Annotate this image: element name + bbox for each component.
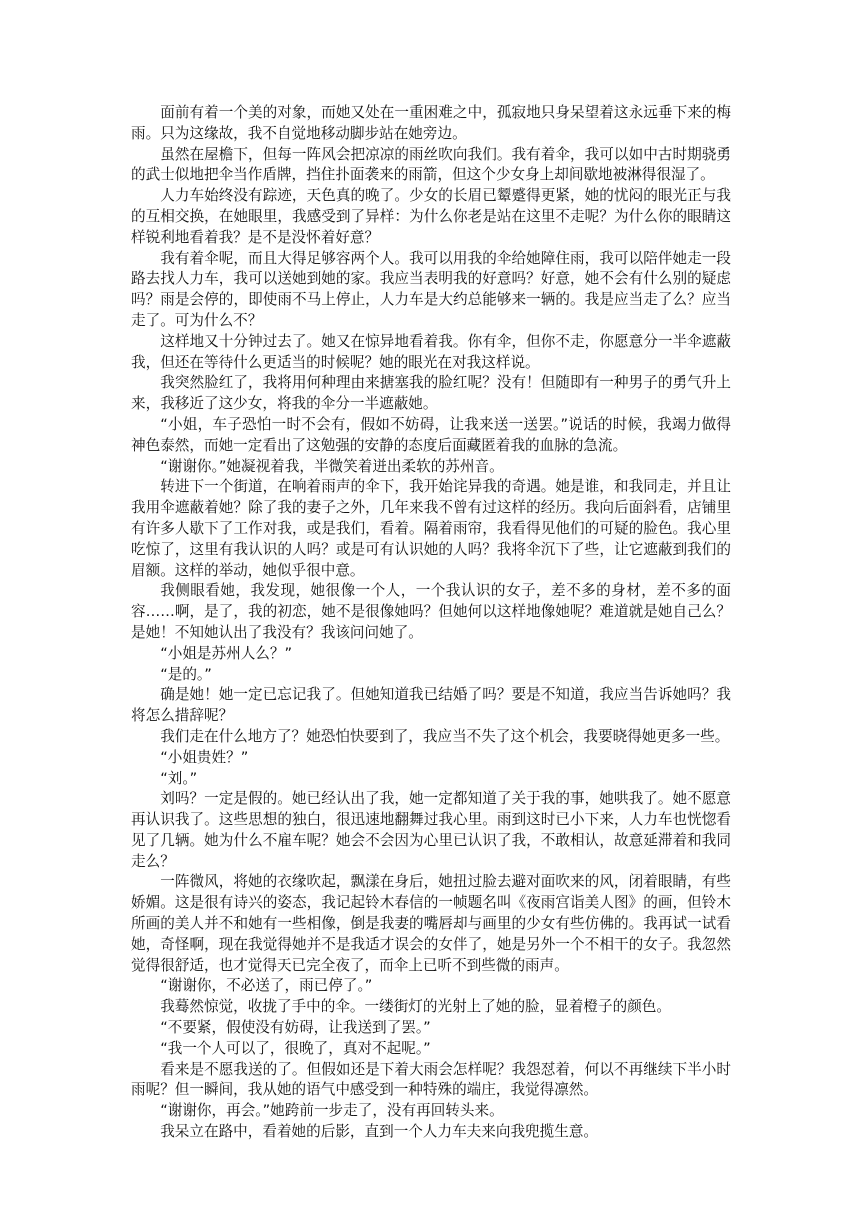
paragraph: 确是她！她一定已忘记我了。但她知道我已结婚了吗？要是不知道，我应当告诉她吗？我将怎么措辞呢？ [131,686,731,725]
paragraph: “小姐，车子恐怕一时不会有，假如不妨碍，让我来送一送罢。”说话的时候，我竭力做得神色泰然，而她一定看出了这勉强的安静的态度后面藏匿着我的血脉的急流。 [131,415,731,454]
paragraph: “小姐贵姓？” [160,748,249,766]
paragraph: “谢谢你，再会。”她跨前一步走了，没有再回转头来。 [160,1102,504,1120]
paragraph: “我一个人可以了，很晚了，真对不起呢。” [160,1039,431,1057]
paragraph: 我们走在什么地方了？她恐怕快要到了，我应当不失了这个机会，我要晓得她更多一些。 [160,727,730,745]
paragraph: “谢谢你，不必送了，雨已停了。” [160,977,373,995]
paragraph: 我蓦然惊觉，收拢了手中的伞。一缕街灯的光射上了她的脸，显着橙子的颜色。 [160,998,671,1016]
paragraph: 一阵微风，将她的衣缘吹起，飘漾在身后，她扭过脸去避对面吹来的风，闭着眼睛，有些娇媚。这是很有诗兴的姿态，我记起铃木春信的一帧题名叫《夜雨宫诣美人图》的画，但铃木所画的美人并不和她有一些相像，倒是我妻的嘴唇却与画里的少女有些仿佛的。我再试一试看她，奇怪啊，现在我觉得她并不是我适才误会的女伴了，她是另外一个不相干的女子。我忽然觉得很舒适，也才觉得天已完全夜了，而伞上已听不到些微的雨声。 [131,873,731,974]
paragraph: 我突然脸红了，我将用何种理由来搪塞我的脸红呢？没有！但随即有一种男子的勇气升上来，我移近了这少女，将我的伞分一半遮蔽她。 [131,374,731,413]
paragraph: “刘。” [160,769,198,787]
paragraph: 我呆立在路中，看着她的后影，直到一个人力车夫来向我兜揽生意。 [160,1123,599,1141]
paragraph: 我有着伞呢，而且大得足够容两个人。我可以用我的伞给她障住雨，我可以陪伴她走一段路去找人力车，我可以送她到她的家。我应当表明我的好意吗？好意，她不会有什么别的疑虑吗？雨是会停的，即使雨不马上停止，人力车是大约总能够来一辆的。我是应当走了么？应当走了。可为什么不？ [131,249,731,329]
paragraph: 我侧眼看她，我发现，她很像一个人，一个我认识的女子，差不多的身材，差不多的面容……啊，是了，我的初恋，她不是很像她吗？但她何以这样地像她呢？难道就是她自己么？是她！不知她认出了我没有？我该问问她了。 [131,582,731,641]
paragraph: 看来是不愿我送的了。但假如还是下着大雨会怎样呢？我怨怼着，何以不再继续下半小时雨呢？但一瞬间，我从她的语气中感受到一种特殊的端庄，我觉得凛然。 [131,1060,731,1099]
paragraph: “是的。” [160,665,212,683]
paragraph: 虽然在屋檐下，但每一阵风会把凉凉的雨丝吹向我们。我有着伞，我可以如中古时期骁勇的武士似地把伞当作盾牌，挡住扑面袭来的雨箭，但这个少女身上却间歇地被淋得很湿了。 [131,145,731,184]
paragraph: 人力车始终没有踪迹，天色真的晚了。少女的长眉已颦蹙得更紧，她的忧闷的眼光正与我的互相交换，在她眼里，我感受到了异样：为什么你老是站在这里不走呢？为什么你的眼睛这样锐利地看着我？是不是没怀着好意？ [131,187,731,246]
story-text [131,103,731,1143]
paragraph: 转进下一个街道，在响着雨声的伞下，我开始诧异我的奇遇。她是谁，和我同走，并且让我用伞遮蔽着她？除了我的妻子之外，几年来我不曾有过这样的经历。我向后面斜看，店铺里有许多人歇下了工作对我，或是我们，看着。隔着雨帘，我看得见他们的可疑的脸色。我心里吃惊了，这里有我认识的人吗？或是可有认识她的人吗？我将伞沉下了些，让它遮蔽到我们的眉额。这样的举动，她似乎很中意。 [131,478,731,579]
paragraph: 刘吗？一定是假的。她已经认出了我，她一定都知道了关于我的事，她哄我了。她不愿意再认识我了。这些思想的独白，很迅速地翻舞过我心里。雨到这时已小下来，人力车也恍惚看见了几辆。她为什么不雇车呢？她会不会因为心里已认识了我，不敢相认，故意延滞着和我同走么？ [131,790,731,870]
paragraph: “不要紧，假使没有妨碍，让我送到了罢。” [160,1019,431,1037]
paragraph: “小姐是苏州人么？” [160,644,293,662]
paragraph: “谢谢你。”她凝视着我，半微笑着迸出柔软的苏州音。 [160,457,504,475]
paragraph: 这样地又十分钟过去了。她又在惊异地看着我。你有伞，但你不走，你愿意分一半伞遮蔽我，但还在等待什么更适当的时候呢？她的眼光在对我这样说。 [131,332,731,371]
paragraph: 面前有着一个美的对象，而她又处在一重困难之中，孤寂地只身呆望着这永远垂下来的梅雨。只为这缘故，我不自觉地移动脚步站在她旁边。 [131,104,731,142]
